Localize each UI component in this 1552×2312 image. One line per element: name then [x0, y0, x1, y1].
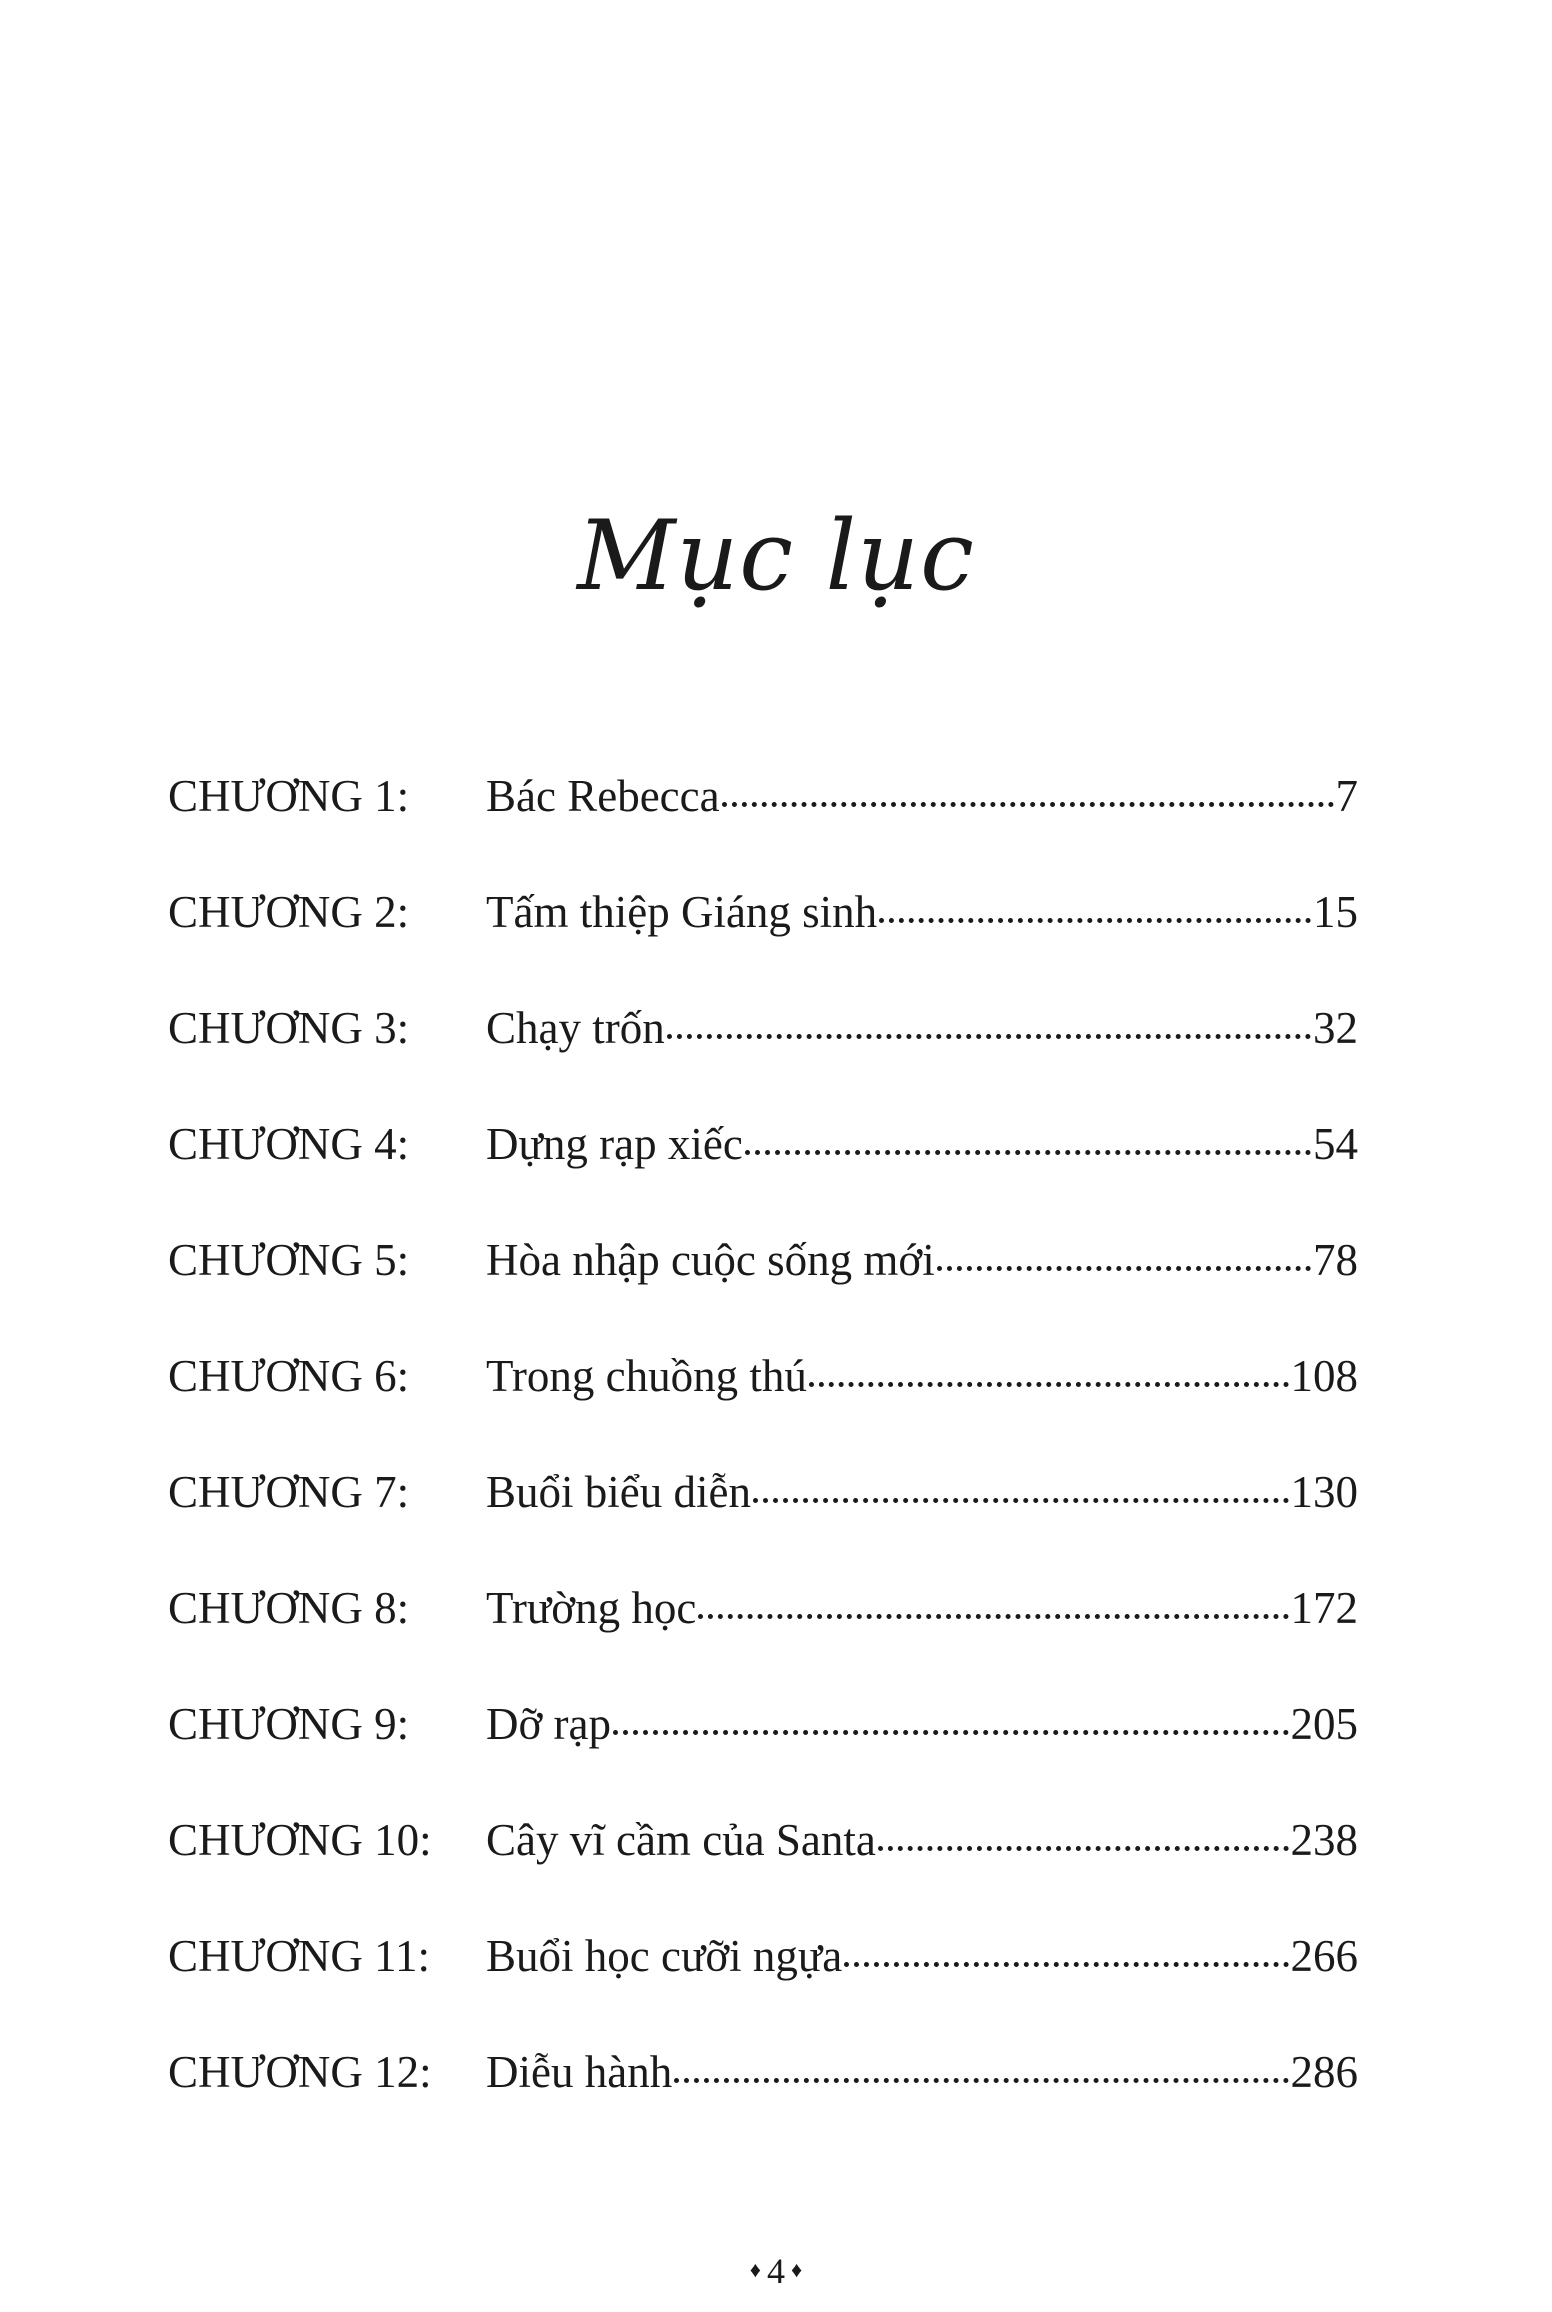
dot-leader — [844, 1962, 1288, 1967]
toc-entry — [168, 1118, 1358, 1234]
chapter-label: CHƯƠNG 11: — [168, 1931, 431, 1981]
chapter-title: Bác Rebecca — [486, 771, 720, 821]
chapter-label: CHƯƠNG 3: — [168, 1003, 410, 1053]
chapter-label: CHƯƠNG 2: — [168, 887, 410, 937]
chapter-title: Dỡ rạp — [486, 1699, 612, 1749]
chapter-title: Chạy trốn — [486, 1003, 665, 1053]
dot-leader — [937, 1266, 1311, 1271]
toc-entry — [168, 2046, 1358, 2162]
page-number: 286 — [1290, 2047, 1358, 2097]
page-number: 78 — [1313, 1235, 1358, 1285]
chapter-title: Buổi học cưỡi ngựa — [486, 1931, 843, 1981]
diamond-ornament-icon: ♦ — [791, 2257, 803, 2282]
page-number: 205 — [1290, 1699, 1358, 1749]
toc-entry — [168, 1814, 1358, 1930]
dot-leader — [698, 1614, 1288, 1619]
toc-entry — [168, 1582, 1358, 1698]
dot-leader — [745, 1150, 1311, 1155]
page-footer — [0, 2250, 1552, 2292]
diamond-ornament-icon: ♦ — [749, 2257, 761, 2282]
toc-entry — [168, 1698, 1358, 1814]
dot-leader — [613, 1730, 1288, 1735]
chapter-title: Trong chuồng thú — [486, 1351, 807, 1401]
page-number: 7 — [1335, 771, 1358, 821]
toc-entry — [168, 1466, 1358, 1582]
chapter-title: Hòa nhập cuộc sống mới — [486, 1235, 935, 1285]
page-number: 54 — [1313, 1119, 1358, 1169]
footer-page-number: 4 — [767, 2251, 785, 2291]
dot-leader — [879, 918, 1311, 923]
page-title: Mục lục — [577, 500, 975, 612]
page-number: 238 — [1290, 1815, 1358, 1865]
toc-entry — [168, 1350, 1358, 1466]
page-number: 108 — [1290, 1351, 1358, 1401]
page-number: 266 — [1290, 1931, 1358, 1981]
toc-entry — [168, 1234, 1358, 1350]
chapter-title: Dựng rạp xiếc — [486, 1119, 743, 1169]
dot-leader — [722, 802, 1334, 807]
dot-leader — [878, 1846, 1289, 1851]
chapter-label: CHƯƠNG 10: — [168, 1815, 432, 1865]
chapter-title: Cây vĩ cầm của Santa — [486, 1815, 876, 1865]
toc-entry — [168, 770, 1358, 886]
chapter-title: Buổi biểu diễn — [486, 1467, 751, 1517]
dot-leader — [753, 1498, 1289, 1503]
chapter-label: CHƯƠNG 6: — [168, 1351, 410, 1401]
chapter-label: CHƯƠNG 9: — [168, 1699, 410, 1749]
page-number: 32 — [1313, 1003, 1358, 1053]
chapter-label: CHƯƠNG 1: — [168, 771, 410, 821]
chapter-label: CHƯƠNG 7: — [168, 1467, 410, 1517]
chapter-title: Trường học — [486, 1583, 697, 1633]
chapter-label: CHƯƠNG 4: — [168, 1119, 410, 1169]
page-number: 15 — [1313, 887, 1358, 937]
chapter-title: Diễu hành — [486, 2047, 673, 2097]
chapter-title: Tấm thiệp Giáng sinh — [486, 887, 878, 937]
dot-leader — [674, 2078, 1288, 2083]
toc-entry — [168, 886, 1358, 1002]
page-number: 172 — [1290, 1583, 1358, 1633]
chapter-label: CHƯƠNG 8: — [168, 1583, 410, 1633]
table-of-contents — [168, 770, 1358, 2162]
chapter-label: CHƯƠNG 5: — [168, 1235, 410, 1285]
dot-leader — [809, 1382, 1289, 1387]
toc-entry — [168, 1002, 1358, 1118]
toc-entry — [168, 1930, 1358, 2046]
page-number: 130 — [1290, 1467, 1358, 1517]
dot-leader — [667, 1034, 1311, 1039]
chapter-label: CHƯƠNG 12: — [168, 2047, 432, 2097]
